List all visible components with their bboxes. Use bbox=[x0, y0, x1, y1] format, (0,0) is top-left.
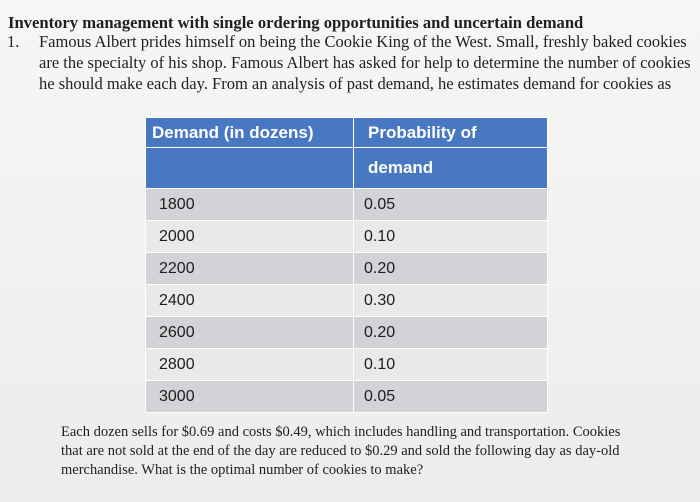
problem-number: 1. bbox=[7, 32, 20, 51]
demand-table-container bbox=[145, 117, 547, 405]
probability-cell: 0.10 bbox=[354, 349, 548, 381]
problem-line: are the specialty of his shop. Famous Albert has asked for help to determine the number of cookies bbox=[39, 53, 691, 72]
probability-cell: 0.10 bbox=[354, 221, 548, 253]
footer-line: merchandise. What is the optimal number of cookies to make? bbox=[61, 462, 424, 478]
problem-text bbox=[39, 31, 691, 94]
problem-line: Famous Albert prides himself on being the Cookie King of the West. Small, freshly baked cookies bbox=[39, 32, 687, 51]
probability-cell: 0.20 bbox=[354, 253, 548, 285]
footer-line: that are not sold at the end of the day are reduced to $0.29 and sold the following day as day-old bbox=[61, 443, 620, 459]
probability-cell: 0.05 bbox=[354, 189, 548, 221]
demand-cell: 2400 bbox=[146, 285, 354, 317]
header-probability bbox=[354, 118, 548, 148]
header-demand-blank bbox=[146, 148, 354, 189]
probability-cell: 0.30 bbox=[354, 285, 548, 317]
table-row bbox=[146, 285, 548, 317]
probability-cell: 0.20 bbox=[354, 317, 548, 349]
demand-cell: 3000 bbox=[146, 381, 354, 413]
demand-probability-table bbox=[145, 117, 548, 413]
footer-line: Each dozen sells for $0.69 and costs $0.49, which includes handling and transportation. Cookies bbox=[61, 424, 621, 440]
table-row bbox=[146, 349, 548, 381]
demand-cell: 2000 bbox=[146, 221, 354, 253]
table-row bbox=[146, 381, 548, 413]
probability-cell: 0.05 bbox=[354, 381, 548, 413]
header-probability-label-2: demand bbox=[368, 158, 434, 177]
demand-cell: 2800 bbox=[146, 349, 354, 381]
header-demand-label: Demand (in dozens) bbox=[152, 122, 314, 142]
demand-cell: 1800 bbox=[146, 189, 354, 221]
demand-cell: 2600 bbox=[146, 317, 354, 349]
table-row bbox=[146, 317, 548, 349]
header-probability-cont bbox=[354, 148, 548, 189]
demand-cell: 2200 bbox=[146, 253, 354, 285]
header-demand bbox=[146, 118, 354, 148]
header-probability-label: Probability of bbox=[368, 122, 477, 142]
table-row bbox=[146, 221, 548, 253]
table-row bbox=[146, 189, 548, 221]
problem-line: he should make each day. From an analysis of past demand, he estimates demand for cookies as bbox=[39, 74, 672, 93]
table-row bbox=[146, 253, 548, 285]
cost-information-paragraph bbox=[61, 423, 681, 480]
section-heading: Inventory management with single ordering opportunities and uncertain demand bbox=[8, 13, 584, 32]
